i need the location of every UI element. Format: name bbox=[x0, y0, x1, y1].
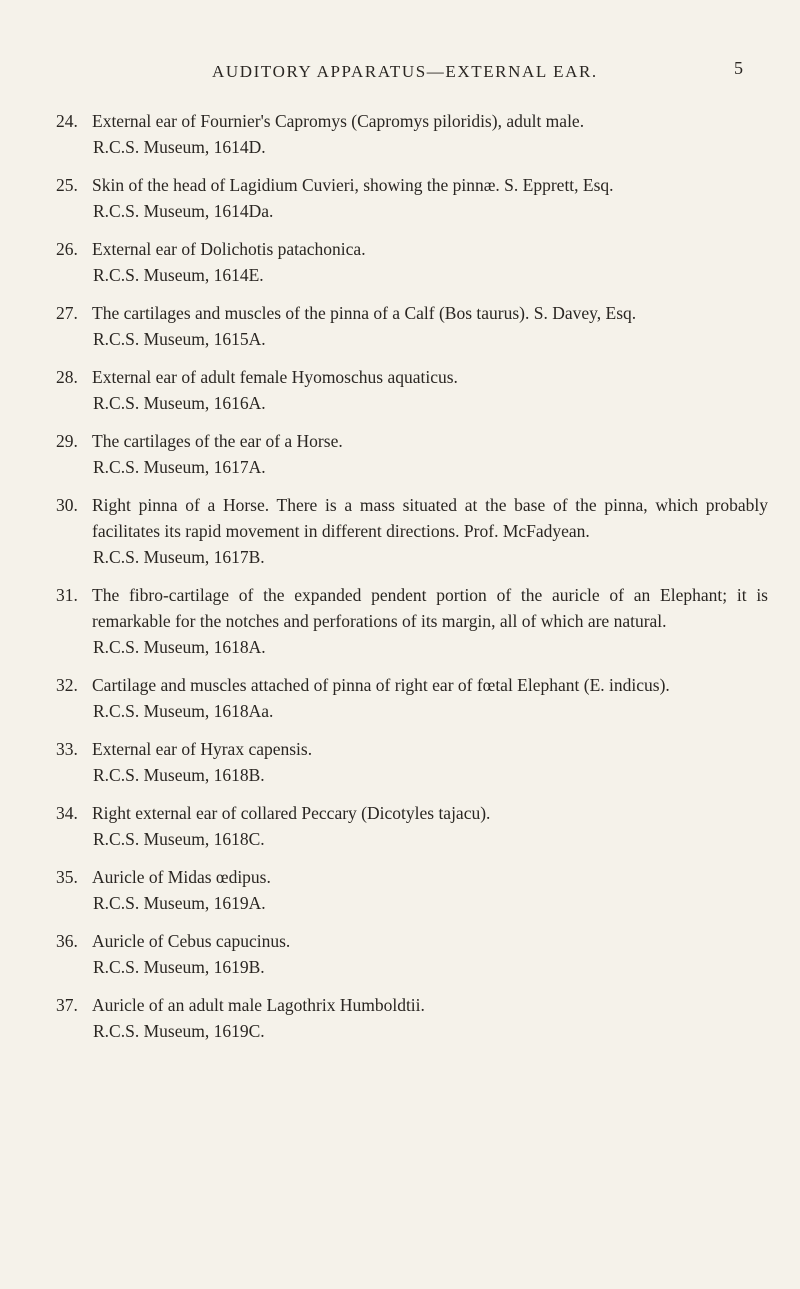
catalogue-entry bbox=[56, 236, 768, 288]
entry-description: Cartilage and muscles attached of pinna of right ear of fœtal Elephant (E. indicus). bbox=[92, 675, 670, 695]
entry-number: 35. bbox=[56, 867, 78, 887]
entry-museum-reference: R.C.S. Museum, 1619C. bbox=[93, 1021, 265, 1041]
catalogue-entries bbox=[56, 108, 768, 1056]
entry-museum-reference: R.C.S. Museum, 1614Da. bbox=[93, 201, 274, 221]
entry-number: 24. bbox=[56, 111, 78, 131]
entry-number: 28. bbox=[56, 367, 78, 387]
entry-museum-reference: R.C.S. Museum, 1617A. bbox=[93, 457, 266, 477]
entry-description: External ear of Fournier's Capromys (Capromys piloridis), adult male. bbox=[92, 111, 585, 131]
entry-museum-reference: R.C.S. Museum, 1618C. bbox=[93, 829, 265, 849]
catalogue-entry bbox=[56, 582, 768, 660]
catalogue-entry bbox=[56, 800, 768, 852]
entry-description: Right external ear of collared Peccary (Dicotyles tajacu). bbox=[92, 803, 491, 823]
entry-museum-reference: R.C.S. Museum, 1619B. bbox=[93, 957, 265, 977]
catalogue-entry bbox=[56, 864, 768, 916]
entry-description: The cartilages and muscles of the pinna of a Calf (Bos taurus). S. Davey, Esq. bbox=[92, 303, 637, 323]
catalogue-entry bbox=[56, 928, 768, 980]
page-header bbox=[0, 58, 800, 88]
entry-museum-reference: R.C.S. Museum, 1617B. bbox=[93, 547, 265, 567]
entry-description: Right pinna of a Horse. There is a mass situated at the base of the pinna, which probably facilitates its rapid movement in different directions. Prof. McFadyean. bbox=[92, 495, 768, 541]
entry-number: 34. bbox=[56, 803, 78, 823]
entry-number: 29. bbox=[56, 431, 78, 451]
entry-description: Auricle of Midas œdipus. bbox=[92, 867, 271, 887]
catalogue-entry bbox=[56, 172, 768, 224]
entry-description: Skin of the head of Lagidium Cuvieri, showing the pinnæ. S. Epprett, Esq. bbox=[92, 175, 614, 195]
entry-description: External ear of adult female Hyomoschus aquaticus. bbox=[92, 367, 458, 387]
entry-museum-reference: R.C.S. Museum, 1615A. bbox=[93, 329, 266, 349]
entry-description: The fibro-cartilage of the expanded pendent portion of the auricle of an Elephant; it is remarkable for the notches and perforations of its margin, all of which are natural. bbox=[92, 585, 768, 631]
catalogue-entry bbox=[56, 108, 768, 160]
catalogue-entry bbox=[56, 364, 768, 416]
entry-number: 33. bbox=[56, 739, 78, 759]
entry-museum-reference: R.C.S. Museum, 1618A. bbox=[93, 637, 266, 657]
page-number: 5 bbox=[734, 58, 743, 78]
catalogue-entry bbox=[56, 428, 768, 480]
entry-description: Auricle of an adult male Lagothrix Humboldtii. bbox=[92, 995, 425, 1015]
entry-number: 32. bbox=[56, 675, 78, 695]
catalogue-entry bbox=[56, 672, 768, 724]
entry-museum-reference: R.C.S. Museum, 1618Aa. bbox=[93, 701, 274, 721]
entry-number: 30. bbox=[56, 495, 78, 515]
entry-museum-reference: R.C.S. Museum, 1616A. bbox=[93, 393, 266, 413]
entry-museum-reference: R.C.S. Museum, 1614D. bbox=[93, 137, 266, 157]
catalogue-entry bbox=[56, 736, 768, 788]
entry-description: External ear of Dolichotis patachonica. bbox=[92, 239, 366, 259]
entry-number: 36. bbox=[56, 931, 78, 951]
running-title: AUDITORY APPARATUS—EXTERNAL EAR. bbox=[212, 62, 598, 81]
entry-number: 25. bbox=[56, 175, 78, 195]
entry-description: The cartilages of the ear of a Horse. bbox=[92, 431, 343, 451]
catalogue-entry bbox=[56, 300, 768, 352]
catalogue-entry bbox=[56, 492, 768, 570]
entry-description: Auricle of Cebus capucinus. bbox=[92, 931, 291, 951]
entry-number: 37. bbox=[56, 995, 78, 1015]
entry-number: 31. bbox=[56, 585, 78, 605]
entry-number: 26. bbox=[56, 239, 78, 259]
catalogue-entry bbox=[56, 992, 768, 1044]
entry-description: External ear of Hyrax capensis. bbox=[92, 739, 313, 759]
entry-museum-reference: R.C.S. Museum, 1614E. bbox=[93, 265, 264, 285]
entry-museum-reference: R.C.S. Museum, 1618B. bbox=[93, 765, 265, 785]
entry-number: 27. bbox=[56, 303, 78, 323]
entry-museum-reference: R.C.S. Museum, 1619A. bbox=[93, 893, 266, 913]
